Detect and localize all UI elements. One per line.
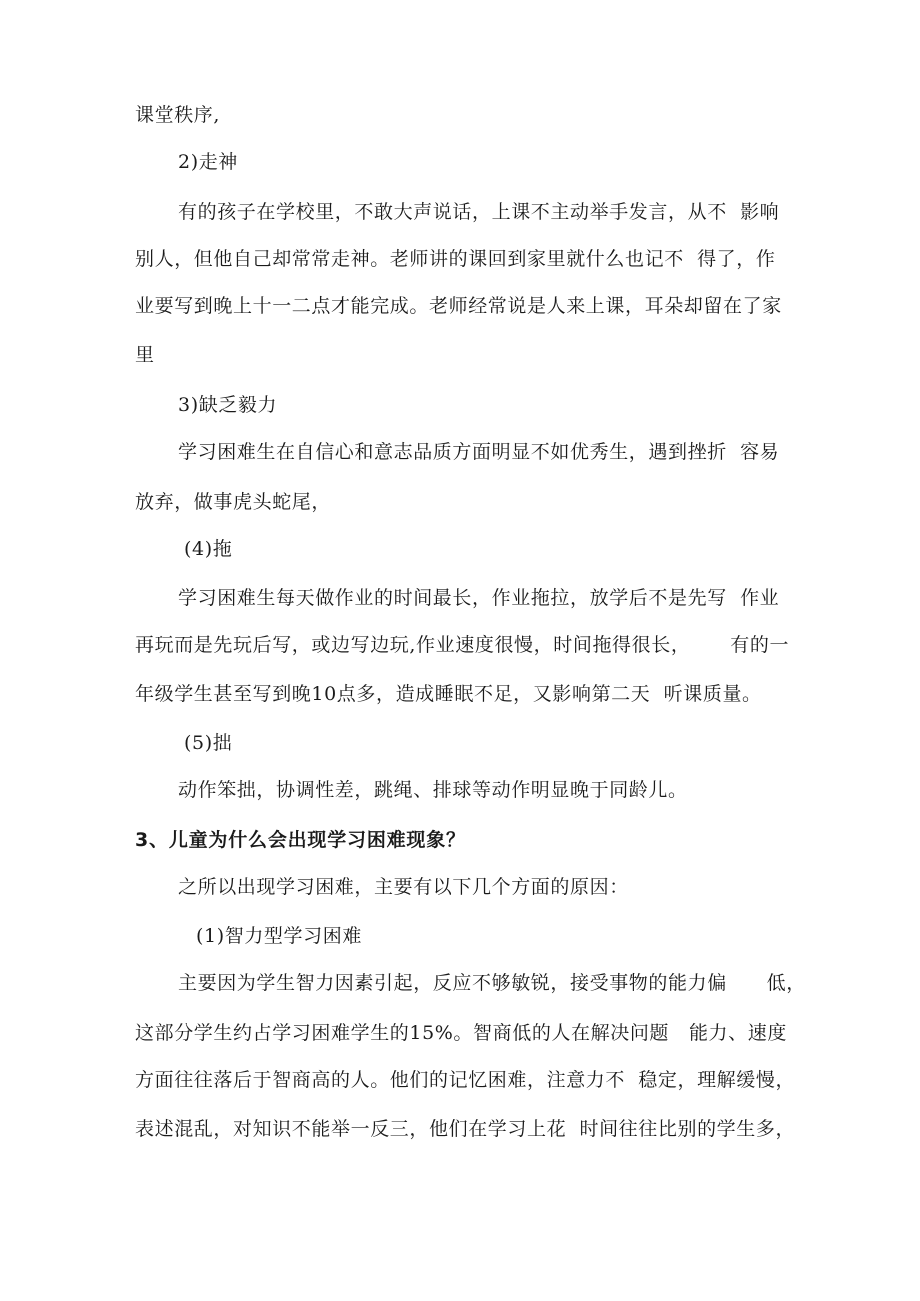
text-line: 动作笨拙，协调性差，跳绳、排球等动作明显晚于同龄儿。: [178, 779, 688, 801]
text-line: 学习困难生在自信心和意志品质方面明显不如优秀生，遇到挫折 容易: [178, 441, 780, 463]
subheading-procrastination: (4)拖: [184, 538, 233, 560]
text-line: 业要写到晚上十一二点才能完成。老师经常说是人来上课，耳朵却留在了家: [135, 295, 782, 317]
text-line: 表述混乱，对知识不能举一反三，他们在学习上花 时间往往比别的学生多，: [135, 1118, 796, 1140]
text-line: 主要因为学生智力因素引起，反应不够敏锐，接受事物的能力偏 低，: [178, 972, 806, 994]
text-line: 年级学生甚至写到晚10点多，造成睡眠不足，又影响第二天 听课质量。: [135, 683, 762, 705]
subheading-lack-perseverance: 3)缺乏毅力: [178, 394, 278, 416]
text-line: 再玩而是先玩后写，或边写边玩,作业速度很慢，时间拖得很长， 有的一: [135, 634, 790, 656]
subheading-clumsiness: (5)拙: [184, 732, 233, 754]
text-line: 别人，但他自己却常常走神。老师讲的课回到家里就什么也记不 得了，作: [135, 248, 776, 270]
text-line: 学习困难生每天做作业的时间最长，作业拖拉，放学后不是先写 作业: [178, 587, 780, 609]
text-line: 里: [135, 344, 155, 366]
subheading-intellectual: (1)智力型学习困难: [196, 925, 362, 947]
text-line: 课堂秩序,: [135, 104, 221, 126]
text-line: 这部分学生约占学习困难学生的15%。智商低的人在解决问题 能力、速度: [135, 1022, 787, 1044]
section-heading: 3、儿童为什么会出现学习困难现象？: [135, 829, 466, 851]
subheading-distraction: 2)走神: [178, 151, 238, 173]
text-line: 有的孩子在学校里，不敢大声说话，上课不主动举手发言，从不 影响: [178, 201, 780, 223]
text-line: 方面往往落后于智商高的人。他们的记忆困难，注意力不 稳定，理解缓慢，: [135, 1069, 796, 1091]
text-line: 放弃，做事虎头蛇尾，: [135, 491, 332, 513]
text-line: 之所以出现学习困难，主要有以下几个方面的原因：: [178, 876, 629, 898]
